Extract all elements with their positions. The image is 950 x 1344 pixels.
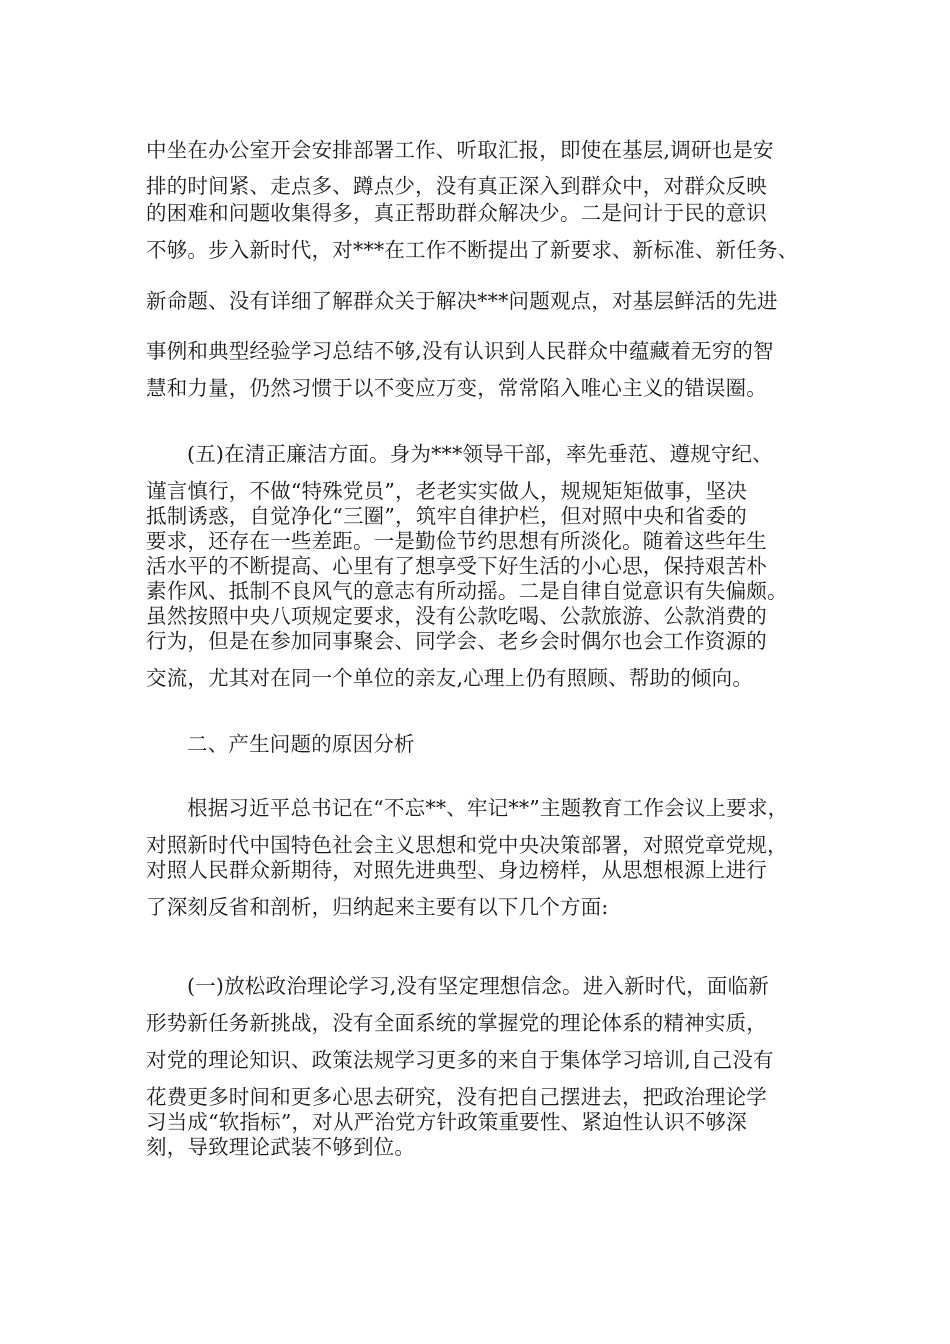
paragraph-line: (五)在清正廉洁方面。身为***领导干部，率先垂范、遵规守纪、 — [187, 442, 773, 466]
paragraph-line: 排的时间紧、走点多、蹲点少，没有真正深入到群众中，对群众反映 — [146, 174, 767, 198]
paragraph-line: 根据习近平总书记在“不忘**、牢记**”主题教育工作会议上要求， — [187, 796, 789, 820]
paragraph-line: 事例和典型经验学习总结不够,没有认识到人民群众中蕴藏着无穷的智 — [146, 339, 774, 363]
paragraph-line: 抵制诱惑，自觉净化“三圈”，筑牢自律护栏，但对照中央和省委的 — [146, 504, 747, 528]
paragraph-line: 对照人民群众新期待，对照先进典型、身边榜样，从思想根源上进行 — [146, 858, 767, 882]
paragraph-line: 习当成“软指标”，对从严治党方针政策重要性、紧迫性认识不够深 — [146, 1110, 747, 1134]
paragraph-line: 花费更多时间和更多心思去研究，没有把自己摆进去，把政治理论学 — [146, 1085, 767, 1109]
paragraph-line: 慧和力量，仍然习惯于以不变应万变，常常陷入唯心主义的错误圈。 — [146, 376, 767, 400]
paragraph-line: 交流，尤其对在同一个单位的亲友,心理上仍有照顾、帮助的倾向。 — [146, 666, 754, 690]
paragraph-line: 行为，但是在参加同事聚会、同学会、老乡会时偶尔也会工作资源的 — [146, 629, 767, 653]
paragraph-line: 要求，还存在一些差距。一是勤俭节约思想有所淡化。随着这些年生 — [146, 529, 767, 553]
paragraph-line: 形势新任务新挑战，没有全面系统的掌握党的理论体系的精神实质， — [146, 1011, 767, 1035]
paragraph-line: 刻，导致理论武装不够到位。 — [146, 1135, 416, 1159]
paragraph-line: 不够。步入新时代，对***在工作不断提出了新要求、新标准、新任务、 — [146, 238, 799, 262]
paragraph-line: 对党的理论知识、政策法规学习更多的来自于集体学习培训,自己没有 — [146, 1048, 774, 1072]
paragraph-line: 了深刻反省和剖析，归纳起来主要有以下几个方面: — [146, 895, 609, 919]
paragraph-line: 新命题、没有详细了解群众关于解决***问题观点，对基层鲜活的先进 — [146, 289, 778, 313]
paragraph-line: 素作风、抵制不良风气的意志有所动摇。二是自律自觉意识有失偏颇。 — [146, 579, 788, 603]
paragraph-line: (一)放松政治理论学习,没有坚定理想信念。进入新时代，面临新 — [187, 974, 770, 998]
paragraph-line: 虽然按照中央八项规定要求，没有公款吃喝、公款旅游、公款消费的 — [146, 604, 767, 628]
paragraph-line: 中坐在办公室开会安排部署工作、听取汇报，即使在基层,调研也是安 — [146, 138, 774, 162]
paragraph-line: 对照新时代中国特色社会主义思想和党中央决策部署，对照党章党规， — [146, 833, 788, 857]
section-heading: 二、产生问题的原因分析 — [187, 732, 415, 756]
paragraph-line: 活水平的不断提高、心里有了想享受下好生活的小心思，保持艰苦朴 — [146, 554, 767, 578]
paragraph-line: 谨言慎行，不做“特殊党员”，老老实实做人，规规矩矩做事，坚决 — [146, 479, 747, 503]
paragraph-line: 的困难和问题收集得多，真正帮助群众解决少。二是问计于民的意识 — [146, 201, 767, 225]
